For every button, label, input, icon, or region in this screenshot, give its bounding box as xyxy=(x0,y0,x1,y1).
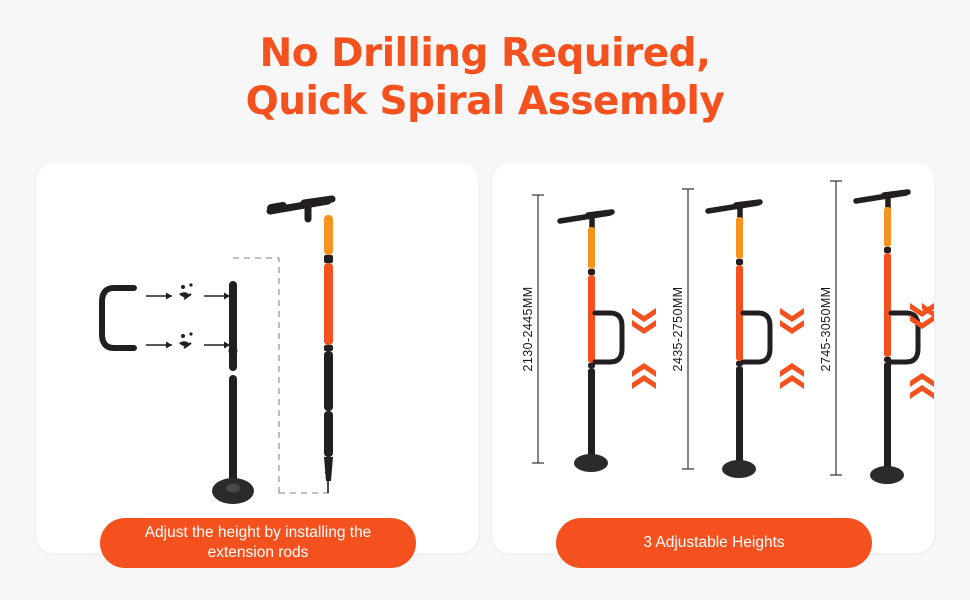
base-foot xyxy=(212,478,254,504)
assembled-pole xyxy=(266,199,333,481)
adjust-chevrons-2 xyxy=(780,308,804,389)
black-pole-segments xyxy=(229,281,238,503)
three-height-configurations-diagram xyxy=(492,163,934,553)
height-label-1: 2130-2445MM xyxy=(521,286,535,372)
right-caption: 3 Adjustable Heights xyxy=(556,518,872,568)
adjust-chevrons-1 xyxy=(632,308,656,389)
pole-config-2 xyxy=(671,189,770,478)
screw-icon-1 xyxy=(179,283,193,299)
height-label-3: 2745-3050MM xyxy=(819,286,833,372)
adjust-chevrons-3 xyxy=(910,303,934,399)
left-panel xyxy=(36,163,478,553)
page-title-line-1: No Drilling Required, xyxy=(259,31,711,76)
exploded-assembly-diagram xyxy=(36,163,478,553)
page-title-line-2: Quick Spiral Assembly xyxy=(245,79,725,124)
right-panel xyxy=(492,163,934,553)
left-caption: Adjust the height by installing the extension rods xyxy=(100,518,416,568)
screw-icon-2 xyxy=(179,332,193,348)
height-label-2: 2435-2750MM xyxy=(671,286,685,372)
pole-config-1 xyxy=(521,195,622,472)
pole-config-3 xyxy=(819,181,918,484)
page-title xyxy=(0,30,970,126)
